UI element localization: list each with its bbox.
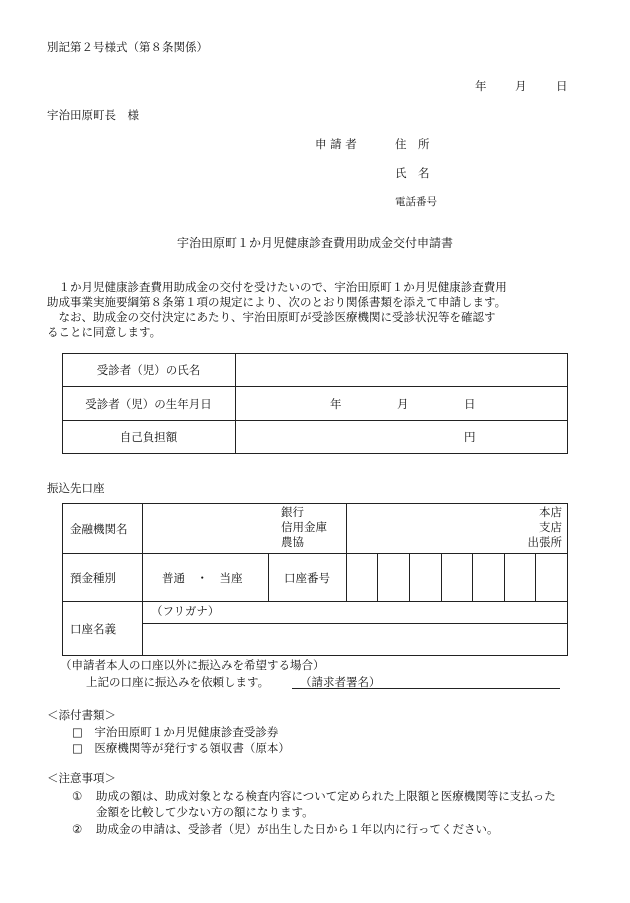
form-number: 別記第２号様式（第８条関係）	[47, 40, 208, 54]
recipient-birth-label: 受診者（児）の生年月日	[85, 397, 212, 411]
note-mark-2: ②	[72, 822, 83, 836]
birth-year-label: 年	[330, 397, 342, 411]
date-day-label: 日	[556, 79, 568, 93]
attachment-item-2: □ 医療機関等が発行する領収書（原本）	[72, 741, 290, 755]
account-number-label: 口座番号	[284, 571, 330, 585]
proxy-signature-label: （請求者署名）	[300, 675, 381, 689]
note-text-2: 助成金の申請は、受診者（児）が出生した日から１年以内に行ってください。	[96, 822, 499, 836]
account-type-options[interactable]: 普通 ・ 当座	[162, 571, 243, 585]
furigana-label: （フリガナ）	[151, 604, 220, 618]
institution-type-agri: 農協	[281, 535, 304, 549]
account-holder-label: 口座名義	[70, 622, 116, 636]
branch-types	[470, 505, 562, 550]
cost-label: 自己負担額	[119, 430, 178, 444]
body-line-4: ることに同意します。	[47, 325, 162, 339]
institution-label: 金融機関名	[70, 522, 128, 536]
addressee: 宇治田原町長 様	[47, 108, 139, 122]
institution-type-credit: 信用金庫	[281, 520, 327, 534]
signature-line	[292, 688, 560, 689]
proxy-note: （申請者本人の口座以外に振込みを希望する場合）	[60, 658, 325, 672]
attachment-item-1: □ 宇治田原町１か月児健康診査受診券	[72, 725, 279, 739]
note-text-1b: 金額を比較して少ない方の額になります。	[96, 805, 314, 819]
bank-heading: 振込先口座	[47, 481, 105, 495]
cost-unit: 円	[464, 430, 476, 444]
applicant-label: 申 請 者	[315, 137, 357, 151]
date-month-label: 月	[515, 79, 527, 93]
applicant-phone-label: 電話番号	[395, 196, 437, 208]
note-mark-1: ①	[72, 789, 83, 803]
recipient-name-label: 受診者（児）の氏名	[96, 363, 201, 377]
applicant-name-label: 氏 名	[395, 166, 430, 180]
attachments-heading: ＜添付書類＞	[47, 708, 116, 722]
document-title: 宇治田原町１か月児健康診査費用助成金交付申請書	[176, 236, 453, 250]
date-year-label: 年	[475, 79, 487, 93]
body-line-3: なお、助成金の交付決定にあたり、宇治田原町が受診医療機関に受診状況等を確認す	[47, 310, 496, 324]
birth-month-label: 月	[397, 397, 409, 411]
recipient-name-field[interactable]	[240, 357, 562, 383]
proxy-request: 上記の口座に振込みを依頼します。	[86, 675, 270, 689]
body-line-1: １か月児健康診査費用助成金の交付を受けたいので、宇治田原町１か月児健康診査費用	[47, 280, 507, 294]
branch-type-sub: 出張所	[527, 535, 562, 549]
institution-type-bank: 銀行	[281, 505, 304, 519]
account-type-label: 預金種別	[70, 571, 116, 585]
institution-types	[281, 505, 327, 550]
birth-day-label: 日	[464, 397, 476, 411]
applicant-address-label: 住 所	[395, 137, 430, 151]
body-line-2: 助成事業実施要綱第８条第１項の規定により、次のとおり関係書類を添えて申請します。	[47, 295, 507, 309]
notes-heading: ＜注意事項＞	[47, 771, 116, 785]
branch-type-branch: 支店	[539, 520, 562, 534]
note-text-1a: 助成の額は、助成対象となる検査内容について定められた上限額と医療機関等に支払った	[96, 789, 556, 803]
branch-type-main: 本店	[539, 505, 562, 519]
